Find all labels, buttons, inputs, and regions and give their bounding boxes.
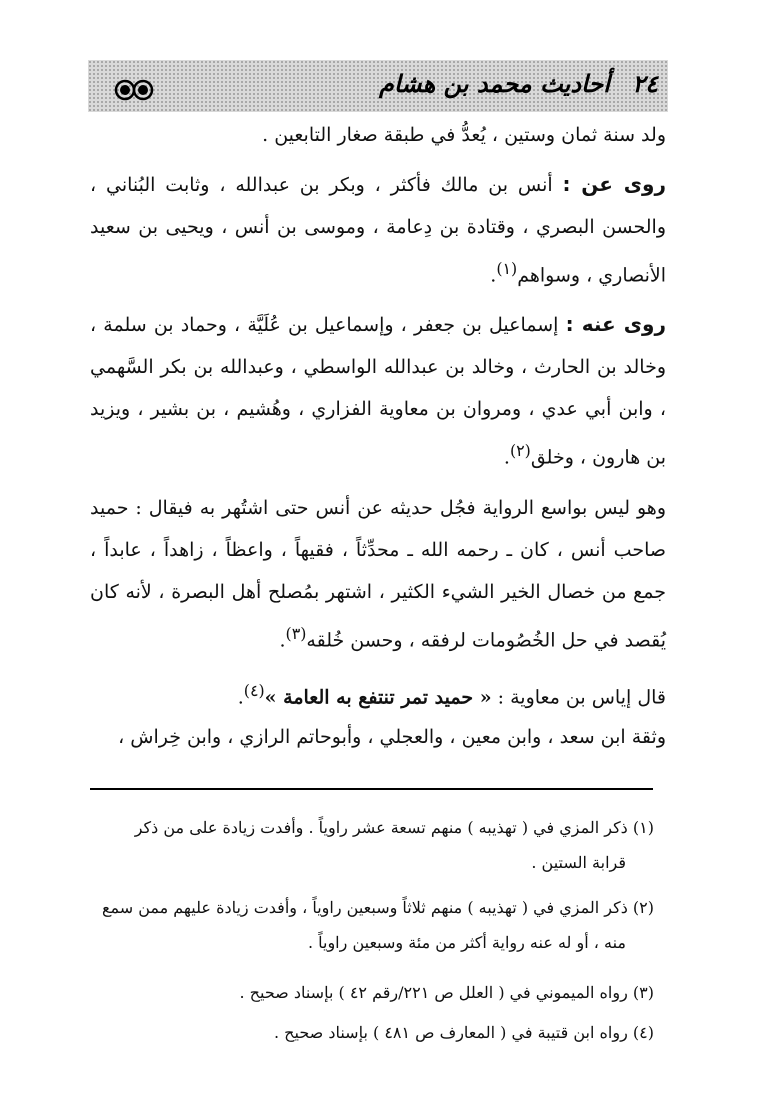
footnote-3: (٣) رواه الميموني في ( العلل ص ٢٢١/رقم ٤٢ ) بإسناد صحيح . bbox=[239, 983, 654, 1002]
footnote-ref-4: (٤) bbox=[243, 681, 265, 700]
paragraph-trustworthiness: وثقة ابن سعد ، وابن معين ، والعجلي ، وأبوحاتم الرازي ، وابن خِراش ، bbox=[118, 726, 666, 748]
footnote-divider bbox=[90, 788, 653, 790]
paragraph-narrated-from: روى عن : أنس بن مالك فأكثر ، وبكر بن عبدالله ، وثابت البُناني ، والحسن البصري ، وقتادة بن دِعامة ، وموسى بن أنس ، ويحيى بن سعيد الأنصاري ، وسواهم$^{(١)}$. bbox=[90, 172, 667, 287]
quote: « حميد تمر تنتفع به العامة » bbox=[264, 686, 492, 709]
double-circle-ornament-icon bbox=[114, 78, 154, 102]
footnote-4: (٤) رواه ابن قتيبة في ( المعارف ص ٤٨١ ) بإسناد صحيح . bbox=[274, 1023, 654, 1042]
footnote-ref-1: (١) bbox=[496, 259, 518, 278]
paragraph-narrated-by: روى عنه : إسماعيل بن جعفر ، وإسماعيل بن عُلَيَّة ، وحماد بن سلمة ، وخالد بن الحارث ، وخالد بن عبدالله الواسطي ، وعبدالله بن بكر السَّهمي ، وابن أبي عدي ، ومروان بن معاوية الفزاري ، وهُشيم ، بن بشير ، ويزيد بن هارون ، وخلق$^{(٢)}$. bbox=[90, 312, 667, 469]
footnote-1: (١) ذكر المزي في ( تهذيبه ) منهم تسعة عشر راوياً . وأفدت زيادة على من ذكر قرابة الستين . bbox=[134, 818, 654, 872]
paragraph-description: وهو ليس بواسع الرواية فجُل حديثه عن أنس حتى اشتُهر به فيقال : حميد صاحب أنس ، كان ـ رحمه الله ـ محدِّثاً ، فقيهاً ، واعظاً ، زاهداً ، عابداً ، جمع من خصال الخير الشيء الكثير ، اشتهر بمُصلح أهل البصرة ، لأنه كان يُقصد في حل الخُصُومات لرفقه ، وحسن خُلقه$^{(٣)}$. bbox=[90, 497, 666, 652]
footnote-ref-2: (٢) bbox=[509, 441, 531, 460]
paragraph-iyas-quote: قال إياس بن معاوية : « حميد تمر تنتفع به العامة »$^{(٤)}$. bbox=[237, 681, 666, 709]
section-label-narrated-by: روى عنه : bbox=[565, 312, 667, 336]
footnote-number: (٣) bbox=[632, 983, 654, 1002]
paragraph-birth: ولد سنة ثمان وستين ، يُعدُّ في طبقة صغار التابعين . bbox=[262, 124, 666, 146]
footnote-number: (٤) bbox=[632, 1023, 654, 1042]
book-title: أحاديث محمد بن هشام bbox=[379, 70, 610, 98]
footnote-ref-3: (٣) bbox=[285, 624, 307, 643]
page-header bbox=[379, 70, 658, 98]
footnote-2: (٢) ذكر المزي في ( تهذيبه ) منهم ثلاثاً وسبعين راوياً ، وأفدت زيادة عليهم ممن سمع منه ، أو له عنه رواية أكثر من مئة وسبعين راوياً . bbox=[101, 898, 654, 952]
footnote-number: (٢) bbox=[632, 898, 654, 917]
section-label-narrated-from: روى عن : bbox=[562, 172, 667, 196]
footnote-number: (١) bbox=[632, 818, 654, 837]
page-number: ٢٤ bbox=[632, 70, 658, 98]
